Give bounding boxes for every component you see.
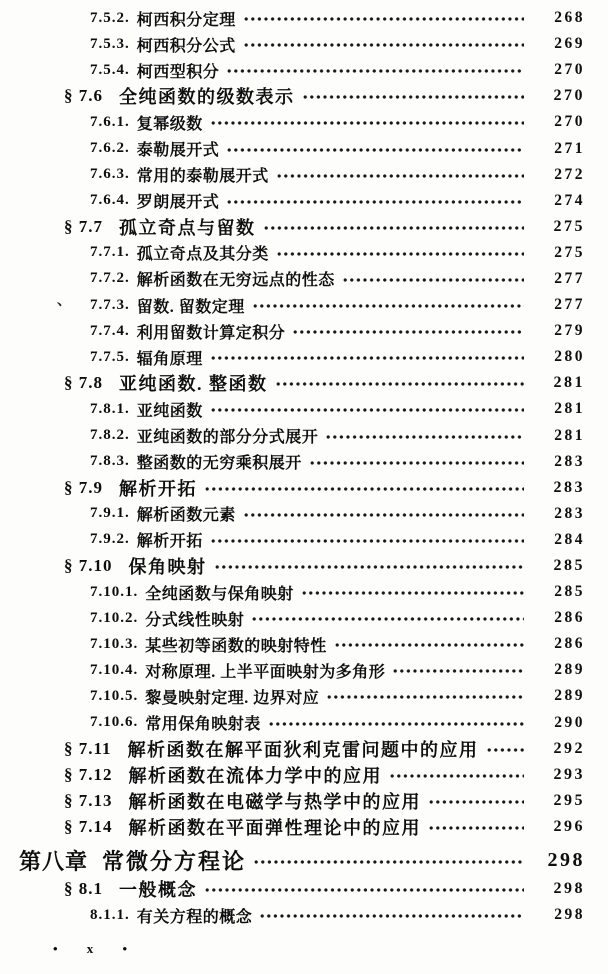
toc-entry-number: 7.9.1. bbox=[90, 505, 130, 522]
toc-entry-number: 7.5.2. bbox=[90, 9, 130, 26]
dot-leader bbox=[343, 276, 524, 284]
toc-entry-title: 亚纯函数 bbox=[136, 402, 203, 420]
dot-leader bbox=[303, 93, 525, 101]
dot-leader bbox=[211, 406, 524, 414]
toc-entry bbox=[0, 162, 608, 188]
toc-entry bbox=[0, 135, 608, 161]
toc-entry-title: 柯西积分公式 bbox=[136, 37, 236, 55]
toc-entry bbox=[0, 527, 608, 553]
toc-entry bbox=[0, 214, 608, 240]
toc-entry bbox=[0, 292, 608, 318]
toc-entry-page: 286 bbox=[554, 609, 585, 627]
toc-entry-page: 281 bbox=[553, 374, 585, 392]
toc-entry-number: 7.6.2. bbox=[90, 140, 130, 157]
dot-leader bbox=[335, 641, 524, 649]
toc-entry-page: 279 bbox=[554, 322, 585, 340]
toc-entry-number: § 7.10 bbox=[64, 556, 113, 576]
toc-entry bbox=[0, 788, 608, 814]
dot-leader bbox=[244, 511, 524, 519]
toc-entry-page: 269 bbox=[554, 35, 585, 53]
toc-entry bbox=[0, 240, 608, 266]
dot-leader bbox=[254, 858, 524, 866]
toc-entry-number: § 8.1 bbox=[64, 879, 103, 899]
toc-entry bbox=[0, 762, 608, 788]
toc-entry-title: 常用保角映射表 bbox=[145, 716, 261, 734]
dot-leader bbox=[227, 198, 524, 206]
dot-leader bbox=[244, 15, 524, 23]
toc-entry bbox=[0, 370, 608, 396]
toc-entry-number: § 7.11 bbox=[64, 738, 112, 758]
toc-entry bbox=[0, 423, 608, 449]
toc-entry bbox=[0, 605, 608, 631]
toc-entry-number: § 7.8 bbox=[64, 373, 103, 393]
toc-entry-title: 黎曼映射定理. 边界对应 bbox=[145, 689, 320, 707]
toc-entry-page: 281 bbox=[554, 400, 585, 418]
toc-entry-title: 解析函数在平面弹性理论中的应用 bbox=[128, 817, 421, 838]
dot-leader bbox=[269, 720, 524, 728]
toc-entry bbox=[0, 396, 608, 422]
toc-entry bbox=[0, 736, 608, 762]
toc-entry-number: 7.10.4. bbox=[90, 661, 139, 678]
toc-entry-number: § 7.14 bbox=[64, 816, 113, 836]
dot-leader bbox=[205, 886, 524, 894]
dot-leader bbox=[244, 41, 524, 49]
toc-entry-page: 281 bbox=[554, 426, 585, 444]
dot-leader bbox=[205, 485, 524, 493]
toc-entry bbox=[0, 876, 608, 902]
dot-leader bbox=[277, 250, 524, 258]
toc-entry bbox=[0, 109, 608, 135]
toc-entry-page: 280 bbox=[554, 348, 585, 366]
toc-entry-number: § 7.13 bbox=[64, 790, 113, 810]
toc-entry-page: 290 bbox=[554, 713, 585, 731]
dot-leader bbox=[429, 798, 524, 806]
toc-entry-title: 某些初等函数的映射特性 bbox=[145, 637, 327, 655]
toc-entry bbox=[0, 814, 608, 840]
toc-entry-title: 解析函数元素 bbox=[136, 507, 236, 525]
toc-entry-title: 亚纯函数的部分分式展开 bbox=[136, 429, 319, 447]
toc-entry-page: 289 bbox=[554, 661, 585, 679]
toc-entry-title: 亚纯函数. 整函数 bbox=[119, 374, 268, 395]
toc-entry-number: 7.6.3. bbox=[90, 166, 130, 183]
dot-leader bbox=[253, 302, 524, 310]
dot-leader bbox=[327, 693, 524, 701]
toc-entry-title: 柯西型积分 bbox=[136, 63, 220, 81]
toc-entry-number: 7.5.3. bbox=[90, 35, 130, 52]
toc-entry-title: 辐角原理 bbox=[136, 350, 203, 368]
toc-entry bbox=[0, 902, 608, 928]
toc-entry-number: 7.10.5. bbox=[90, 687, 139, 704]
toc-entry-page: 268 bbox=[554, 9, 585, 27]
toc-entry bbox=[0, 475, 608, 501]
toc-entry-title: 对称原理. 上半平面映射为多角形 bbox=[145, 663, 386, 681]
toc-entry bbox=[0, 344, 608, 370]
toc-entry-number: § 7.6 bbox=[64, 86, 103, 106]
toc-entry bbox=[0, 845, 608, 876]
toc-entry-page: 286 bbox=[554, 635, 585, 653]
toc-entry-title: 复幂级数 bbox=[136, 115, 203, 133]
dot-leader bbox=[390, 772, 524, 780]
toc-entry-number: 第八章 bbox=[19, 849, 89, 874]
toc-entry-page: 277 bbox=[554, 296, 585, 314]
dot-leader bbox=[211, 119, 524, 127]
toc-entry-title: 有关方程的概念 bbox=[136, 908, 253, 926]
toc-entry-number: 7.7.3. bbox=[90, 296, 130, 313]
dot-leader bbox=[215, 563, 525, 571]
toc-entry-title: 解析函数在电磁学与热学中的应用 bbox=[128, 791, 421, 812]
dot-leader bbox=[227, 67, 524, 75]
toc-entry-title: 利用留数计算定积分 bbox=[136, 324, 286, 342]
toc-entry-page: 298 bbox=[547, 849, 585, 871]
toc-entry-page: 283 bbox=[553, 478, 585, 496]
toc-list bbox=[0, 5, 608, 928]
toc-entry-number: 7.8.3. bbox=[90, 453, 130, 470]
page-footer-marker: • x • bbox=[53, 941, 141, 956]
toc-entry bbox=[0, 710, 608, 736]
toc-entry-number: 7.5.4. bbox=[90, 61, 130, 78]
toc-entry-title: 孤立奇点与留数 bbox=[119, 217, 256, 238]
toc-entry-page: 283 bbox=[554, 452, 585, 470]
toc-entry bbox=[0, 657, 608, 683]
toc-entry-number: 7.6.1. bbox=[90, 113, 130, 130]
dot-leader bbox=[252, 615, 524, 623]
toc-entry-page: 283 bbox=[554, 504, 585, 522]
toc-entry-page: 285 bbox=[553, 557, 585, 575]
toc-entry-title: 孤立奇点及其分类 bbox=[136, 246, 269, 264]
toc-entry bbox=[0, 83, 608, 109]
toc-entry-page: 270 bbox=[554, 113, 585, 131]
dot-leader bbox=[211, 354, 524, 362]
toc-entry-number: 7.8.1. bbox=[90, 400, 130, 417]
toc-entry bbox=[0, 449, 608, 475]
dot-leader bbox=[276, 380, 525, 388]
toc-entry-page: 289 bbox=[554, 687, 585, 705]
toc-entry-page: 293 bbox=[553, 765, 585, 783]
toc-entry-page: 272 bbox=[554, 165, 585, 183]
dot-leader bbox=[393, 667, 524, 675]
toc-entry-page: 285 bbox=[554, 583, 585, 601]
dot-leader bbox=[310, 459, 524, 467]
toc-entry-number: 7.9.2. bbox=[90, 531, 130, 548]
toc-entry bbox=[0, 266, 608, 292]
dot-leader bbox=[302, 589, 524, 597]
dot-leader bbox=[326, 433, 524, 441]
toc-entry-page: 295 bbox=[553, 791, 585, 809]
toc-entry-number: § 7.12 bbox=[64, 764, 113, 784]
toc-entry-title: 一般概念 bbox=[119, 880, 197, 901]
toc-entry-page: 274 bbox=[554, 191, 585, 209]
toc-entry-title: 解析开拓 bbox=[119, 478, 197, 499]
toc-entry-number: 7.6.4. bbox=[90, 192, 130, 209]
toc-entry-number: § 7.7 bbox=[64, 216, 103, 236]
toc-entry-title: 解析函数在流体力学中的应用 bbox=[128, 765, 382, 786]
toc-entry-title: 解析开拓 bbox=[136, 533, 203, 551]
toc-entry bbox=[0, 318, 608, 344]
toc-entry-number: 7.8.2. bbox=[90, 427, 130, 444]
toc-entry bbox=[0, 5, 608, 31]
toc-entry bbox=[0, 57, 608, 83]
toc-entry-title: 常用的泰勒展开式 bbox=[136, 168, 269, 186]
toc-entry-title: 解析函数在解平面狄利克雷问题中的应用 bbox=[127, 739, 479, 760]
toc-entry-number: 7.7.1. bbox=[90, 244, 130, 261]
dot-leader bbox=[211, 537, 524, 545]
toc-entry-number: 7.7.5. bbox=[90, 348, 130, 365]
toc-entry-page: 296 bbox=[553, 817, 585, 835]
dot-leader bbox=[277, 172, 524, 180]
toc-entry bbox=[0, 553, 608, 579]
toc-entry-page: 275 bbox=[553, 217, 585, 235]
toc-entry-number: 7.10.2. bbox=[90, 609, 139, 626]
dot-leader bbox=[227, 146, 524, 154]
dot-leader bbox=[429, 824, 524, 832]
toc-entry-page: 275 bbox=[554, 243, 585, 261]
toc-entry-page: 277 bbox=[554, 269, 585, 287]
dot-leader bbox=[293, 328, 524, 336]
dot-leader bbox=[264, 224, 525, 232]
toc-entry-number: § 7.9 bbox=[64, 477, 103, 497]
toc-entry bbox=[0, 501, 608, 527]
toc-entry-title: 泰勒展开式 bbox=[136, 142, 220, 160]
toc-entry-page: 292 bbox=[553, 739, 585, 757]
toc-entry bbox=[0, 683, 608, 709]
toc-entry-title: 柯西积分定理 bbox=[136, 11, 236, 29]
toc-entry-number: 7.10.1. bbox=[90, 583, 139, 600]
toc-entry-number: 7.10.6. bbox=[90, 714, 139, 731]
toc-entry bbox=[0, 188, 608, 214]
toc-entry-title: 保角映射 bbox=[128, 557, 207, 578]
toc-entry-number: 7.10.3. bbox=[90, 635, 139, 652]
toc-entry-number: 7.7.2. bbox=[90, 270, 130, 287]
toc-entry bbox=[0, 31, 608, 57]
toc-entry bbox=[0, 631, 608, 657]
dot-leader bbox=[487, 746, 524, 754]
toc-entry-page: 284 bbox=[554, 530, 585, 548]
toc-entry-title: 罗朗展开式 bbox=[136, 194, 220, 212]
toc-entry-title: 留数. 留数定理 bbox=[136, 298, 245, 316]
toc-entry-title: 分式线性映射 bbox=[145, 611, 245, 629]
toc-entry-title: 解析函数在无穷远点的性态 bbox=[136, 272, 335, 290]
toc-entry-number: 8.1.1. bbox=[90, 906, 130, 923]
toc-entry-page: 270 bbox=[554, 61, 585, 79]
toc-entry-page: 298 bbox=[554, 906, 585, 924]
toc-entry-page: 271 bbox=[554, 139, 585, 157]
toc-entry-title: 全纯函数与保角映射 bbox=[145, 585, 294, 603]
toc-entry-number: 7.7.4. bbox=[90, 322, 130, 339]
toc-entry-title: 常微分方程论 bbox=[102, 849, 247, 874]
toc-entry bbox=[0, 579, 608, 605]
toc-entry-title: 全纯函数的级数表示 bbox=[119, 87, 295, 108]
scan-speck-mark: 、 bbox=[57, 294, 71, 309]
toc-entry-page: 298 bbox=[553, 880, 585, 898]
dot-leader bbox=[260, 912, 524, 920]
toc-entry-title: 整函数的无穷乘积展开 bbox=[136, 455, 302, 473]
toc-entry-page: 270 bbox=[553, 87, 585, 105]
